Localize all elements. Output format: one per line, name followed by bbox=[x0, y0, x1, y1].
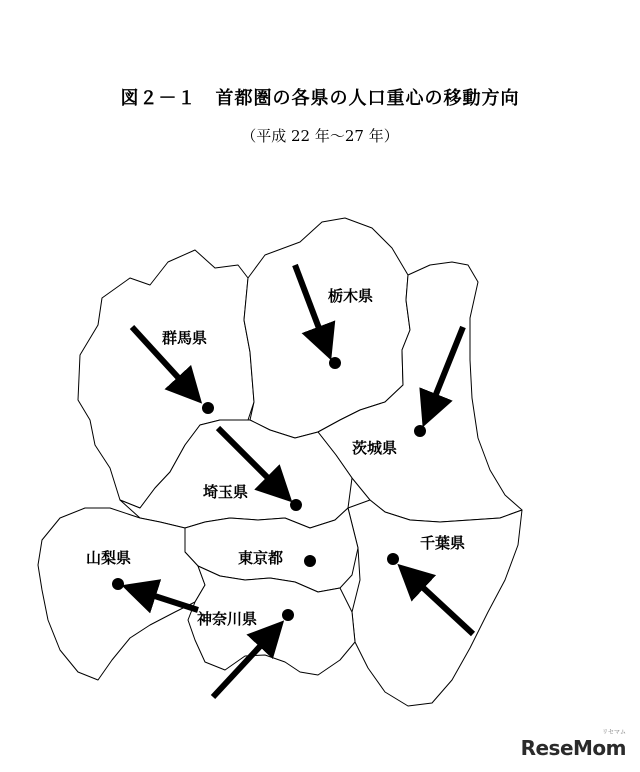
map-title: 図２－１ 首都圏の各県の人口重心の移動方向 bbox=[120, 88, 520, 109]
label-chiba: 千葉県 bbox=[420, 534, 466, 552]
centroid-chiba bbox=[387, 553, 399, 565]
region-chiba bbox=[348, 500, 522, 706]
label-saitama: 埼玉県 bbox=[203, 483, 249, 501]
resemom-logo: ReseMom bbox=[520, 736, 626, 760]
map-subtitle: （平成 22 年～27 年） bbox=[241, 127, 399, 145]
centroid-kanagawa bbox=[282, 609, 294, 621]
centroid-tochigi bbox=[329, 357, 341, 369]
centroid-ibaraki bbox=[414, 425, 426, 437]
label-ibaraki: 茨城県 bbox=[352, 439, 398, 457]
centroid-tokyo bbox=[304, 555, 316, 567]
label-tochigi: 栃木県 bbox=[328, 287, 374, 305]
label-kanagawa: 神奈川県 bbox=[197, 610, 258, 628]
region-yamanashi bbox=[38, 508, 205, 680]
centroid-gunma bbox=[202, 402, 214, 414]
label-yamanashi: 山梨県 bbox=[86, 549, 132, 567]
centroid-yamanashi bbox=[112, 578, 124, 590]
centroid-saitama bbox=[290, 499, 302, 511]
logo-subtext: リセマム bbox=[602, 729, 626, 736]
label-gunma: 群馬県 bbox=[162, 329, 208, 347]
label-tokyo: 東京都 bbox=[238, 549, 284, 567]
